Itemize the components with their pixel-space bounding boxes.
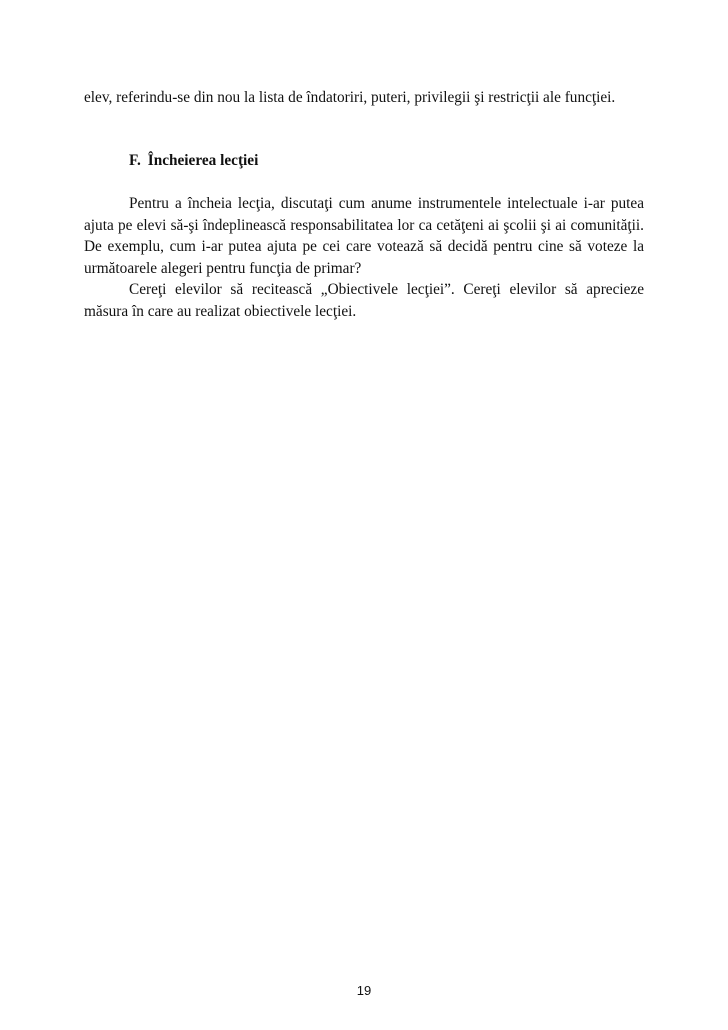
paragraph-conclusion: Pentru a încheia lecţia, discutaţi cum anume instrumentele intelectuale i-ar putea ajuta pe elevi să-şi îndeplinească responsabilitatea lor ca cetăţeni ai şcolii şi ai comunităţii. De exemplu, cum i-ar putea ajuta pe cei care votează să decidă pentru cine să voteze la următoarele alegeri pentru funcţia de primar? (84, 195, 644, 277)
section-letter: F. (129, 152, 141, 169)
section-heading (129, 150, 258, 172)
continued-paragraph (84, 87, 644, 109)
paragraph-text: elev, referindu-se din nou la lista de îndatoriri, puteri, privilegii şi restricţii ale funcţiei. (84, 89, 616, 106)
paragraph-objectives: Cereţi elevilor să recitească „Obiectivele lecţiei”. Cereţi elevilor să aprecieze măsura în care au realizat obiectivele lecţiei. (84, 281, 644, 320)
section-body (84, 193, 644, 322)
section-title: Încheierea lecţiei (147, 152, 259, 169)
page-number: 19 (356, 983, 372, 998)
